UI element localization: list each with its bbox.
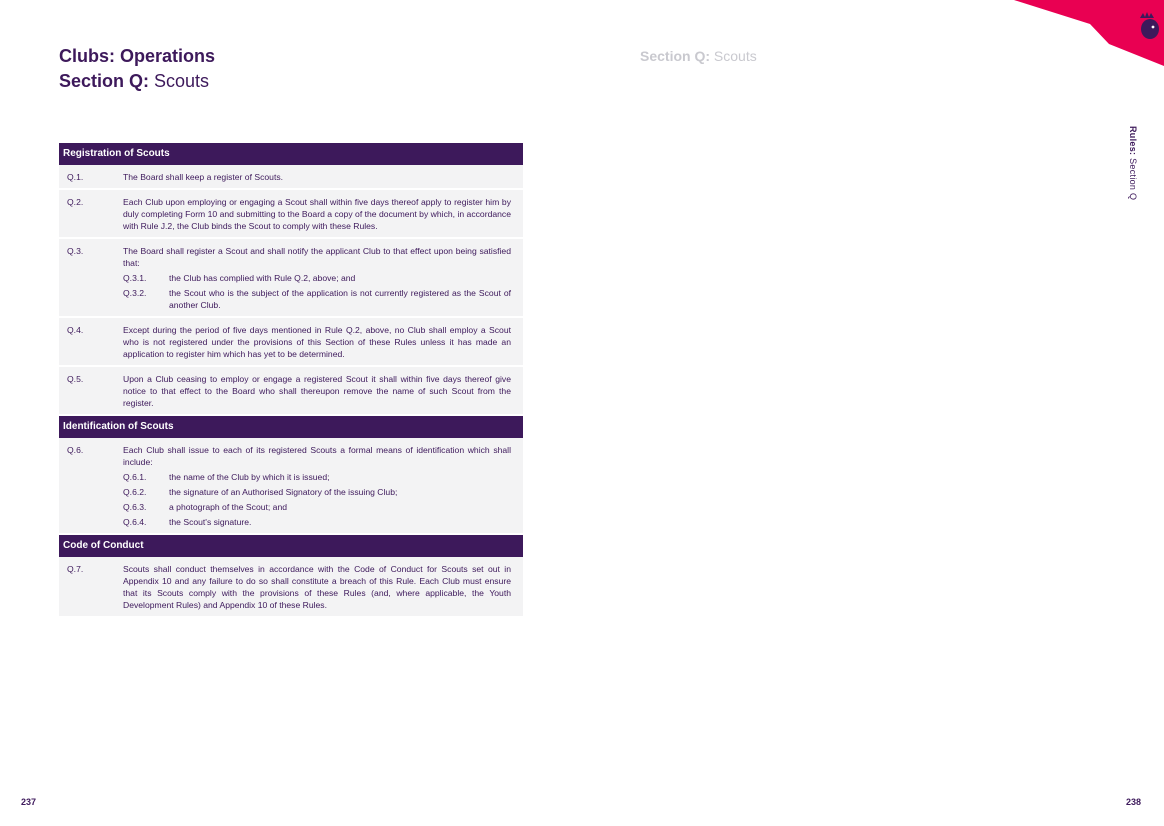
sub-rule-number: Q.3.2. — [123, 288, 147, 298]
side-label-regular: Section Q — [1128, 155, 1138, 201]
rule-row — [59, 165, 523, 190]
sub-rule-text: a photograph of the Scout; and — [169, 502, 288, 512]
rule-body — [123, 563, 511, 611]
page-number-left: 237 — [21, 797, 37, 807]
rule-text: Scouts shall conduct themselves in accordance with the Code of Conduct for Scouts set out in Appendix 10 and any failure to do so shall constitute a breach of this Rule. Each Club must ensure that its Scouts comply with the provisions of these Rules (and, where applicable, the Youth Development Rules) and Appendix 10 of these Rules. — [123, 564, 511, 610]
rule-row — [59, 318, 523, 367]
rule-number: Q.6. — [67, 445, 84, 455]
right-header-name: Scouts — [710, 48, 757, 64]
right-page-header — [640, 48, 757, 64]
sub-rule-number: Q.6.2. — [123, 487, 147, 497]
sub-rule — [123, 287, 511, 311]
sub-rule — [123, 501, 511, 513]
rule-body — [123, 171, 511, 183]
brand-corner-swoosh — [1014, 0, 1164, 66]
brand-corner-graphic — [1014, 0, 1164, 70]
sub-rule-text: the Scout who is the subject of the application is not currently registered as the Scout of another Club. — [169, 288, 511, 310]
rule-body — [123, 324, 511, 360]
rule-body — [123, 245, 511, 311]
rule-body — [123, 444, 511, 528]
rule-text: Each Club shall issue to each of its registered Scouts a formal means of identification which shall include: — [123, 445, 511, 467]
sub-rule — [123, 486, 511, 498]
right-header-label: Section Q: — [640, 48, 711, 64]
rule-number: Q.1. — [67, 172, 84, 182]
rule-row — [59, 190, 523, 239]
sub-rule-text: the name of the Club by which it is issued; — [169, 472, 330, 482]
rule-text: The Board shall keep a register of Scouts. — [123, 172, 284, 182]
sub-rule-number: Q.6.1. — [123, 472, 147, 482]
rule-body — [123, 373, 511, 409]
rule-row — [59, 438, 523, 535]
sub-rule — [123, 471, 511, 483]
section-heading: Identification of Scouts — [59, 416, 523, 438]
rule-number: Q.2. — [67, 197, 84, 207]
rule-number: Q.7. — [67, 564, 84, 574]
sub-rule-number: Q.6.4. — [123, 517, 147, 527]
side-label-bold: Rules: — [1128, 126, 1138, 156]
sub-rule — [123, 272, 511, 284]
rule-number: Q.3. — [67, 246, 84, 256]
rule-row — [59, 557, 523, 618]
rules-table — [59, 143, 523, 618]
sub-rule — [123, 516, 511, 528]
rule-text: Upon a Club ceasing to employ or engage a registered Scout it shall within five days thereof give notice to that effect to the Board who shall thereupon remove the name of such Scout from the register. — [123, 374, 511, 408]
page-title-section-label: Section Q: — [59, 71, 150, 91]
page-title — [59, 44, 215, 94]
rule-row — [59, 239, 523, 318]
page-number-right: 238 — [1126, 797, 1142, 807]
section-heading: Code of Conduct — [59, 535, 523, 557]
side-section-label — [1128, 126, 1138, 200]
sub-rule-text: the signature of an Authorised Signatory of the issuing Club; — [169, 487, 398, 497]
sub-rule-number: Q.3.1. — [123, 273, 147, 283]
rule-row — [59, 367, 523, 416]
rule-number: Q.5. — [67, 374, 84, 384]
rule-text: Each Club upon employing or engaging a Scout shall within five days thereof apply to register him by duly completing Form 10 and submitting to the Board a copy of the document by which, in accordance with Rule J.2, the Club binds the Scout to comply with these Rules. — [123, 197, 511, 231]
sub-rule-text: the Club has complied with Rule Q.2, above; and — [169, 273, 356, 283]
rule-number: Q.4. — [67, 325, 84, 335]
sub-rule-number: Q.6.3. — [123, 502, 147, 512]
rule-text: Except during the period of five days mentioned in Rule Q.2, above, no Club shall employ a Scout who is not registered under the provisions of this Section of these Rules unless it has made an application to register him which has yet to be determined. — [123, 325, 511, 359]
page-title-section-name: Scouts — [149, 71, 210, 91]
section-heading: Registration of Scouts — [59, 143, 523, 165]
sub-rule-text: the Scout's signature. — [169, 517, 252, 527]
page-title-line1: Clubs: Operations — [59, 46, 216, 66]
rule-body — [123, 196, 511, 232]
rule-text: The Board shall register a Scout and shall notify the applicant Club to that effect upon being satisfied that: — [123, 246, 511, 268]
